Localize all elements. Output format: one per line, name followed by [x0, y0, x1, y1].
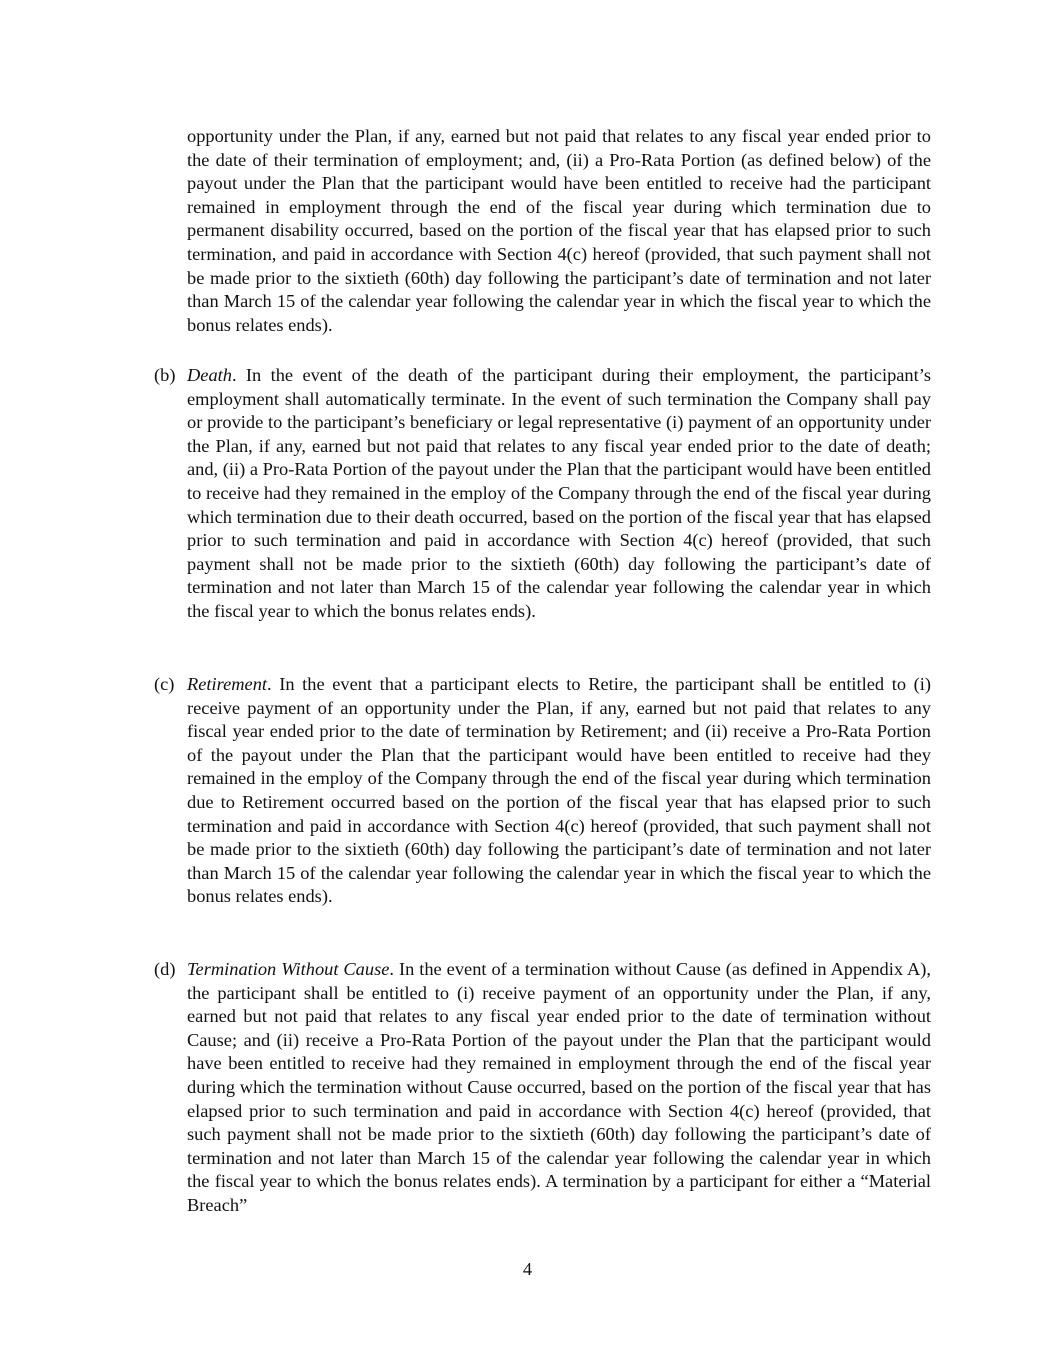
item-paragraph-b: [187, 364, 931, 624]
item-label-c: (c): [154, 674, 175, 694]
page-number: 4: [522, 1259, 533, 1279]
item-title-death: Death: [187, 365, 232, 385]
item-text-retirement: . In the event that a participant elects to Retire, the participant shall be entitled to (i) receive payment of an opportunity under the Plan, if any, earned but not paid that relates to any fiscal year ended prior to the date of termination by Retirement; and (ii) receive a Pro-Rata Portion of the payout under the Plan that the participant would have been entitled to receive had they remained in the employ of the Company through the end of the fiscal year during which termination due to Retirement occurred based on the portion of the fiscal year that has elapsed prior to such termination and paid in accordance with Section 4(c) hereof (provided, that such payment shall not be made prior to the sixtieth (60th) day following the participant’s date of termination and not later than March 15 of the calendar year following the calendar year in which the fiscal year to which the bonus relates ends).: [187, 674, 931, 907]
item-text-death: . In the event of the death of the participant during their employment, the participant’s employment shall automatically terminate. In the event of such termination the Company shall pay or provide to the participant’s beneficiary or legal representative (i) payment of an opportunity under the Plan, if any, earned but not paid that relates to any fiscal year ended prior to the date of death; and, (ii) a Pro-Rata Portion of the payout under the Plan that the participant would have been entitled to receive had they remained in the employ of the Company through the end of the fiscal year during which termination due to their death occurred, based on the portion of the fiscal year that has elapsed prior to such termination and paid in accordance with Section 4(c) hereof (provided, that such payment shall not be made prior to the sixtieth (60th) day following the participant’s date of termination and not later than March 15 of the calendar year following the calendar year in which the fiscal year to which the bonus relates ends).: [187, 365, 931, 621]
intro-paragraph: opportunity under the Plan, if any, earned but not paid that relates to any fiscal year ended prior to the date of their termination of employment; and, (ii) a Pro-Rata Portion (as defined below) of the payout under the Plan that the participant would have been entitled to receive had the participant remained in employment through the end of the fiscal year during which termination due to permanent disability occurred, based on the portion of the fiscal year that has elapsed prior to such termination, and paid in accordance with Section 4(c) hereof (provided, that such payment shall not be made prior to the sixtieth (60th) day following the participant’s date of termination and not later than March 15 of the calendar year following the calendar year in which the fiscal year to which the bonus relates ends).: [187, 126, 931, 335]
item-label-b: (b): [154, 365, 176, 385]
item-label-d: (d): [154, 959, 176, 979]
item-title-retirement: Retirement: [187, 674, 268, 694]
item-paragraph-c: [187, 673, 931, 909]
item-title-termination-without-cause: Termination Without Cause: [187, 959, 390, 979]
item-paragraph-d: [187, 958, 931, 1218]
item-text-termination-without-cause: . In the event of a termination without Cause (as defined in Appendix A), the participant shall be entitled to (i) receive payment of an opportunity under the Plan, if any, earned but not paid that relates to any fiscal year ended prior to the date of termination without Cause; and (ii) receive a Pro-Rata Portion of the payout under the Plan that the participant would have been entitled to receive had they remained in employment through the end of the fiscal year during which the termination without Cause occurred, based on the portion of the fiscal year that has elapsed prior to such termination and paid in accordance with Section 4(c) hereof (provided, that such payment shall not be made prior to the sixtieth (60th) day following the participant’s date of termination and not later than March 15 of the calendar year following the calendar year in which the fiscal year to which the bonus relates ends). A termination by a participant for either a “Material Breach”: [187, 959, 932, 1215]
